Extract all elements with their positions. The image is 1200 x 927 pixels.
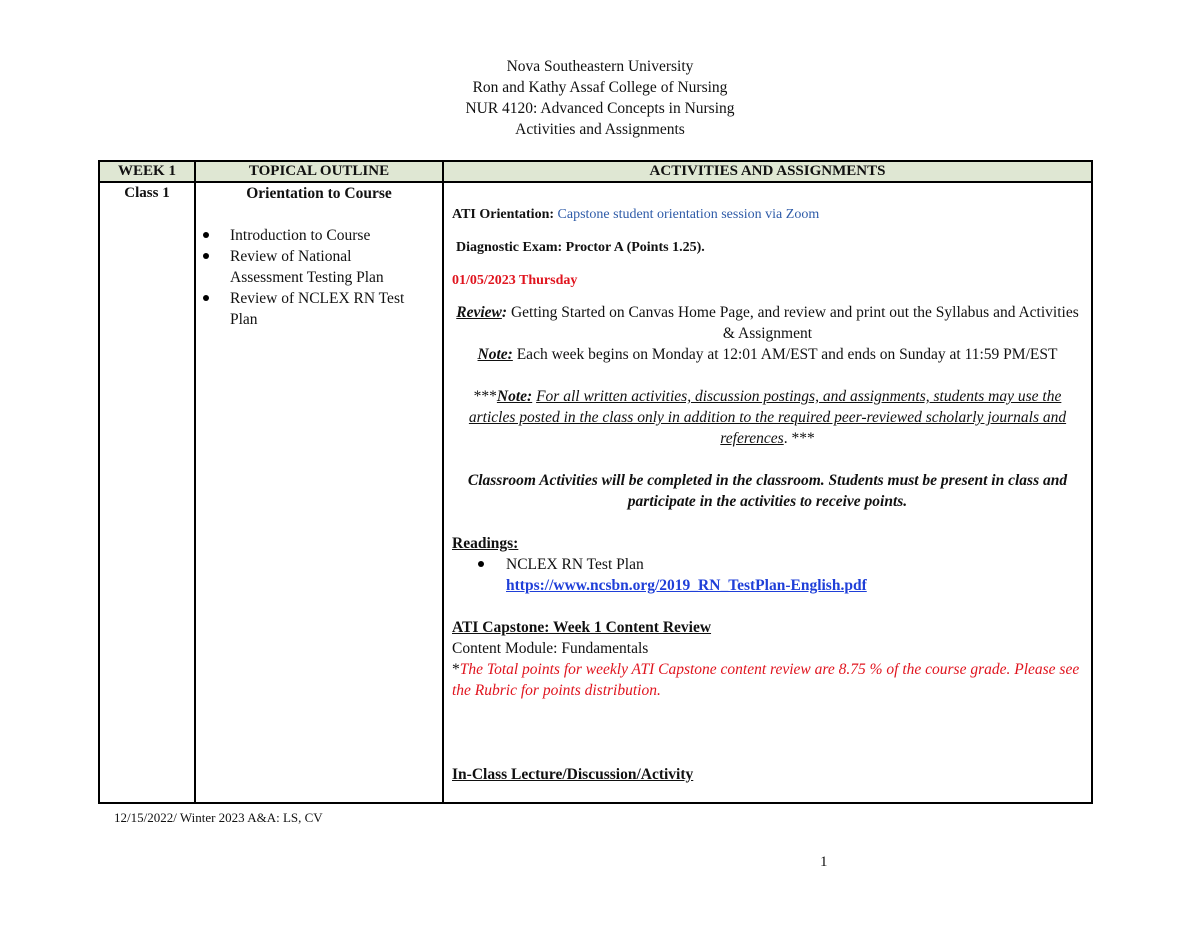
review-colon: : <box>501 304 508 321</box>
note-text: Each week begins on Monday at 12:01 AM/EST and ends on Sunday at 11:59 PM/EST <box>516 346 1058 363</box>
reading-link[interactable]: https://www.ncsbn.org/2019_RN_TestPlan-English.pdf <box>506 577 867 594</box>
list-item: Introduction to Course <box>230 225 442 246</box>
class-date: 01/05/2023 Thursday <box>452 273 578 288</box>
schedule-table <box>98 160 1093 804</box>
university-name: Nova Southeastern University <box>506 58 694 75</box>
list-item: Review of NCLEX RN Test Plan <box>230 288 410 330</box>
header-topical-outline: TOPICAL OUTLINE <box>195 161 443 182</box>
table-row <box>99 182 1092 803</box>
note2-label: Note: <box>496 388 533 405</box>
readings-label: Readings: <box>452 535 519 552</box>
college-name: Ron and Kathy Assaf College of Nursing <box>472 79 728 96</box>
note2-text: For all written activities, discussion postings, and assignments, students may use the articles posted in the class only in addition to the required peer-reviewed scholarly journals and references <box>468 388 1067 447</box>
note-label: Note: <box>477 346 513 363</box>
header-week: WEEK 1 <box>99 161 195 182</box>
class-label: Class 1 <box>124 185 170 201</box>
header-activities: ACTIVITIES AND ASSIGNMENTS <box>443 161 1092 182</box>
topic-title: Orientation to Course <box>246 185 392 202</box>
points-note: The Total points for weekly ATI Capstone content review are 8.75 % of the course grade. Please see the Rubric for points distribution. <box>452 661 1080 699</box>
list-item <box>506 554 1083 596</box>
asterisk: * <box>452 661 460 678</box>
topic-cell <box>195 182 443 803</box>
review-text: Getting Started on Canvas Home Page, and review and print out the Syllabus and Activities & Assignment <box>510 304 1079 342</box>
document-header <box>0 56 1200 140</box>
activities-cell <box>443 182 1092 803</box>
capstone-label: ATI Capstone: Week 1 Content Review <box>452 619 712 636</box>
reading-item: NCLEX RN Test Plan <box>506 556 644 573</box>
footer-note: 12/15/2022/ Winter 2023 A&A: LS, CV <box>114 810 323 825</box>
note2-suffix: . *** <box>783 430 815 447</box>
course-title: NUR 4120: Advanced Concepts in Nursing <box>465 100 735 117</box>
document-title: Activities and Assignments <box>515 121 685 138</box>
readings-section <box>452 533 1083 596</box>
readings-list <box>452 554 1083 596</box>
lecture-label: In-Class Lecture/Discussion/Activity <box>452 766 694 783</box>
page-number: 1 <box>820 854 828 870</box>
list-item: Review of National Assessment Testing Plan <box>230 246 410 288</box>
content-module: Content Module: Fundamentals <box>452 640 649 657</box>
class-cell <box>99 182 195 803</box>
ati-orientation-label: ATI Orientation: <box>452 207 555 222</box>
diagnostic-exam: Diagnostic Exam: Proctor A (Points 1.25). <box>456 240 705 255</box>
table-header-row <box>99 161 1092 182</box>
note2-prefix: *** <box>473 388 497 405</box>
ati-orientation-text: Capstone student orientation session via Zoom <box>557 207 820 222</box>
topic-list <box>196 225 442 330</box>
classroom-activities-text: Classroom Activities will be completed in the classroom. Students must be present in class and participate in the activities to receive points. <box>467 472 1068 510</box>
review-label: Review <box>456 304 502 321</box>
